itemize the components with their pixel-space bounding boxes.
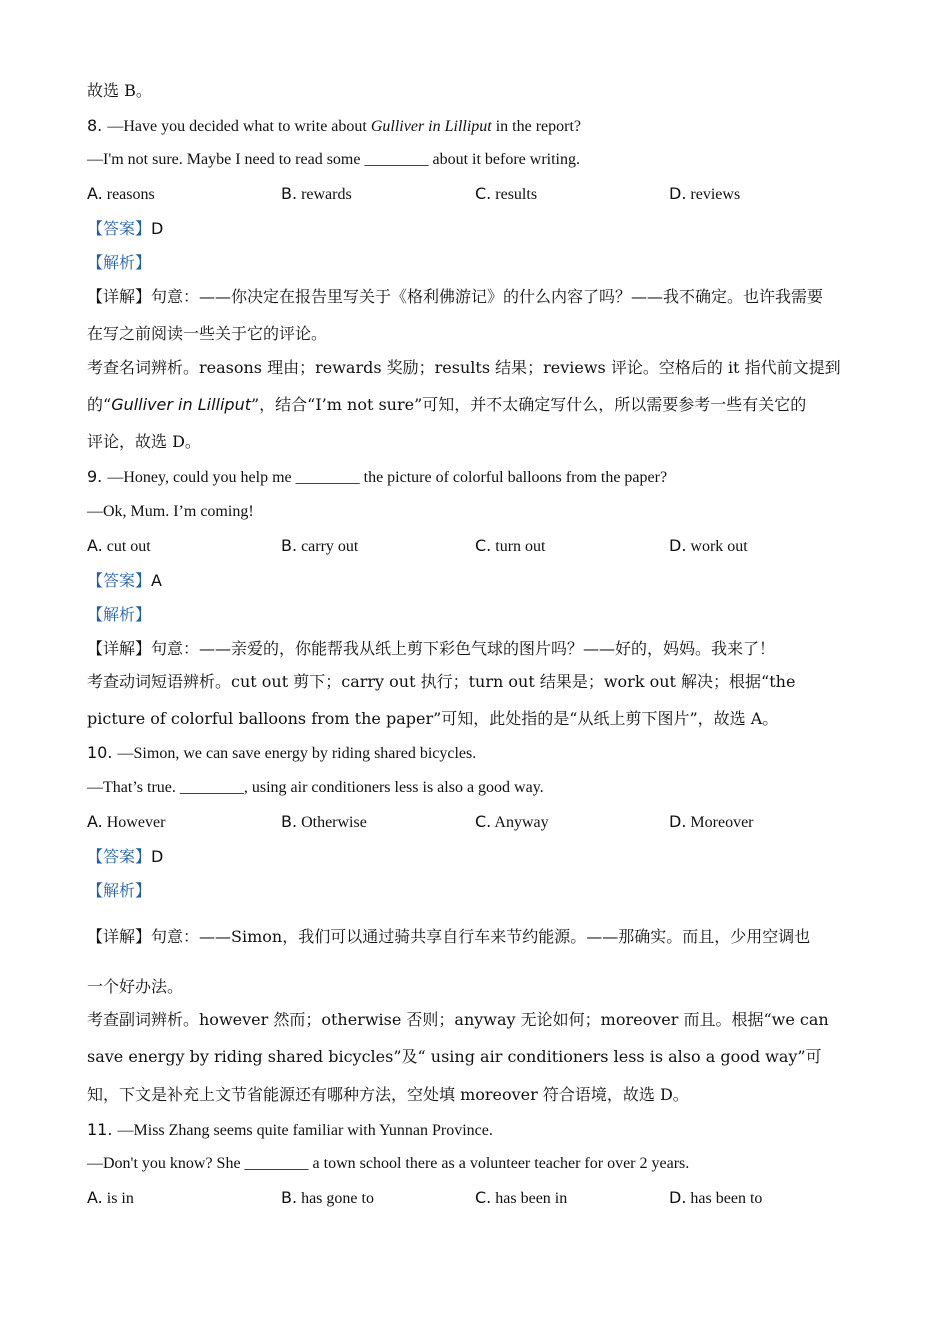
q9-option-b (281, 536, 358, 557)
option-letter: D. (669, 184, 687, 203)
q10-detail-line-2: 一个好办法。 (87, 977, 184, 996)
q8-explain-line-2 (87, 395, 806, 415)
q9-number: 9. (87, 467, 108, 486)
q8-number: 8. (87, 116, 108, 135)
q8-detail-line-1 (87, 287, 823, 307)
q10-answer (87, 847, 163, 868)
option-text: Moreover (690, 814, 754, 831)
option-text: has gone to (301, 1190, 374, 1207)
option-text: reasons (106, 186, 155, 203)
option-text: carry out (301, 538, 359, 555)
detail-text: 句意：——亲爱的，你能帮我从纸上剪下彩色气球的图片吗？——好的，妈妈。我来了！ (151, 639, 776, 658)
option-text: Otherwise (301, 814, 367, 831)
q10-question-line-1 (87, 743, 476, 764)
answer-value: D (151, 847, 164, 866)
q9-question-line-1 (87, 467, 667, 488)
q11-question-line-2: —Don't you know? She ________ a town school there as a volunteer teacher for over 2 years. (87, 1155, 690, 1172)
q11-option-c (475, 1188, 567, 1209)
option-letter: C. (475, 184, 492, 203)
q10-detail-line-1 (87, 927, 810, 947)
q11-option-d (669, 1188, 762, 1209)
option-letter: A. (87, 536, 103, 555)
q9-explain-line-1: 考查动词短语辨析。cut out 剪下；carry out 执行；turn out 结果是；work out 解决；根据“the (87, 672, 796, 691)
option-text: work out (690, 538, 748, 555)
q10-analysis-label: 【解析】 (87, 881, 152, 900)
answer-value: D (151, 219, 164, 238)
q8-option-c (475, 184, 537, 205)
option-text: reviews (690, 186, 741, 203)
q11-option-a (87, 1188, 134, 1209)
q8-text-post: in the report? (491, 118, 582, 135)
q11-number: 11. (87, 1120, 118, 1139)
answer-value: A (151, 571, 162, 590)
explain-post: ”，结合“I’m not sure”可知，并不太确定写什么，所以需要参考一些有关它的 (250, 395, 807, 414)
option-text: However (106, 814, 166, 831)
q9-option-c (475, 536, 545, 557)
q9-option-a (87, 536, 151, 557)
detail-text: 句意：——你决定在报告里写关于《格利佛游记》的什么内容了吗？——我不确定。也许我需要 (151, 287, 824, 306)
q10-explain-line-2: save energy by riding shared bicycles”及“ using air conditioners less is also a good way”可 (87, 1047, 822, 1066)
option-letter: B. (281, 184, 298, 203)
option-letter: D. (669, 536, 687, 555)
option-text: Anyway (494, 814, 549, 831)
q9-analysis-label: 【解析】 (87, 605, 152, 624)
option-letter: D. (669, 1188, 687, 1207)
q8-analysis-label: 【解析】 (87, 253, 152, 272)
option-text: rewards (301, 186, 352, 203)
q8-option-a (87, 184, 155, 205)
option-letter: B. (281, 536, 298, 555)
q8-text-pre: —Have you decided what to write about (107, 118, 371, 135)
q8-detail-line-2: 在写之前阅读一些关于它的评论。 (87, 324, 328, 343)
answer-label: 【答案】 (87, 571, 152, 590)
option-letter: D. (669, 812, 687, 831)
q10-option-d (669, 812, 754, 833)
option-letter: C. (475, 536, 492, 555)
option-letter: A. (87, 1188, 103, 1207)
explain-pre: 的“ (87, 395, 112, 414)
q10-question-line-2: —That’s true. ________, using air conditioners less is also a good way. (87, 779, 544, 796)
detail-label: 【详解】 (87, 639, 152, 658)
option-text: turn out (495, 538, 546, 555)
q8-explain-line-3: 评论，故选 D。 (87, 432, 201, 451)
q11-option-b (281, 1188, 374, 1209)
previous-conclusion: 故选 B。 (87, 81, 152, 100)
option-text: has been to (690, 1190, 763, 1207)
q11-text: —Miss Zhang seems quite familiar with Yunnan Province. (117, 1122, 493, 1139)
answer-label: 【答案】 (87, 219, 152, 238)
q8-question-line-1 (87, 116, 581, 137)
q9-question-line-2: —Ok, Mum. I’m coming! (87, 503, 254, 520)
q9-detail-line (87, 639, 775, 659)
q10-text: —Simon, we can save energy by riding shared bicycles. (117, 745, 477, 762)
q9-text: —Honey, could you help me ________ the picture of colorful balloons from the paper? (107, 469, 668, 486)
q8-question-line-2: —I'm not sure. Maybe I need to read some ________ about it before writing. (87, 151, 580, 168)
detail-text: 句意：——Simon，我们可以通过骑共享自行车来节约能源。——那确实。而且，少用空调也 (151, 927, 811, 946)
option-text: has been in (495, 1190, 568, 1207)
q8-answer (87, 219, 163, 240)
q10-number: 10. (87, 743, 118, 762)
option-text: is in (106, 1190, 134, 1207)
q10-option-b (281, 812, 367, 833)
option-letter: A. (87, 184, 103, 203)
detail-label: 【详解】 (87, 287, 152, 306)
q9-answer (87, 571, 162, 592)
explain-book-title: Gulliver in Lilliput (111, 395, 251, 414)
q10-explain-line-1: 考查副词辨析。however 然而；otherwise 否则；anyway 无论如何；moreover 而且。根据“we can (87, 1010, 829, 1029)
option-text: cut out (106, 538, 151, 555)
option-letter: C. (475, 1188, 492, 1207)
option-letter: B. (281, 1188, 298, 1207)
q10-explain-line-3: 知，下文是补充上文节省能源还有哪种方法，空处填 moreover 符合语境，故选 D。 (87, 1085, 689, 1104)
q10-option-a (87, 812, 165, 833)
q8-option-d (669, 184, 740, 205)
option-letter: A. (87, 812, 103, 831)
q10-option-c (475, 812, 549, 833)
q9-explain-line-2: picture of colorful balloons from the paper”可知，此处指的是“从纸上剪下图片”，故选 A。 (87, 709, 779, 728)
option-letter: B. (281, 812, 298, 831)
q8-explain-line-1: 考查名词辨析。reasons 理由；rewards 奖励；results 结果；reviews 评论。空格后的 it 指代前文提到 (87, 358, 841, 377)
q9-option-d (669, 536, 748, 557)
answer-label: 【答案】 (87, 847, 152, 866)
option-letter: C. (475, 812, 492, 831)
q8-book-title: Gulliver in Lilliput (370, 118, 492, 135)
q11-question-line-1 (87, 1120, 493, 1141)
option-text: results (495, 186, 538, 203)
q8-option-b (281, 184, 352, 205)
detail-label: 【详解】 (87, 927, 152, 946)
